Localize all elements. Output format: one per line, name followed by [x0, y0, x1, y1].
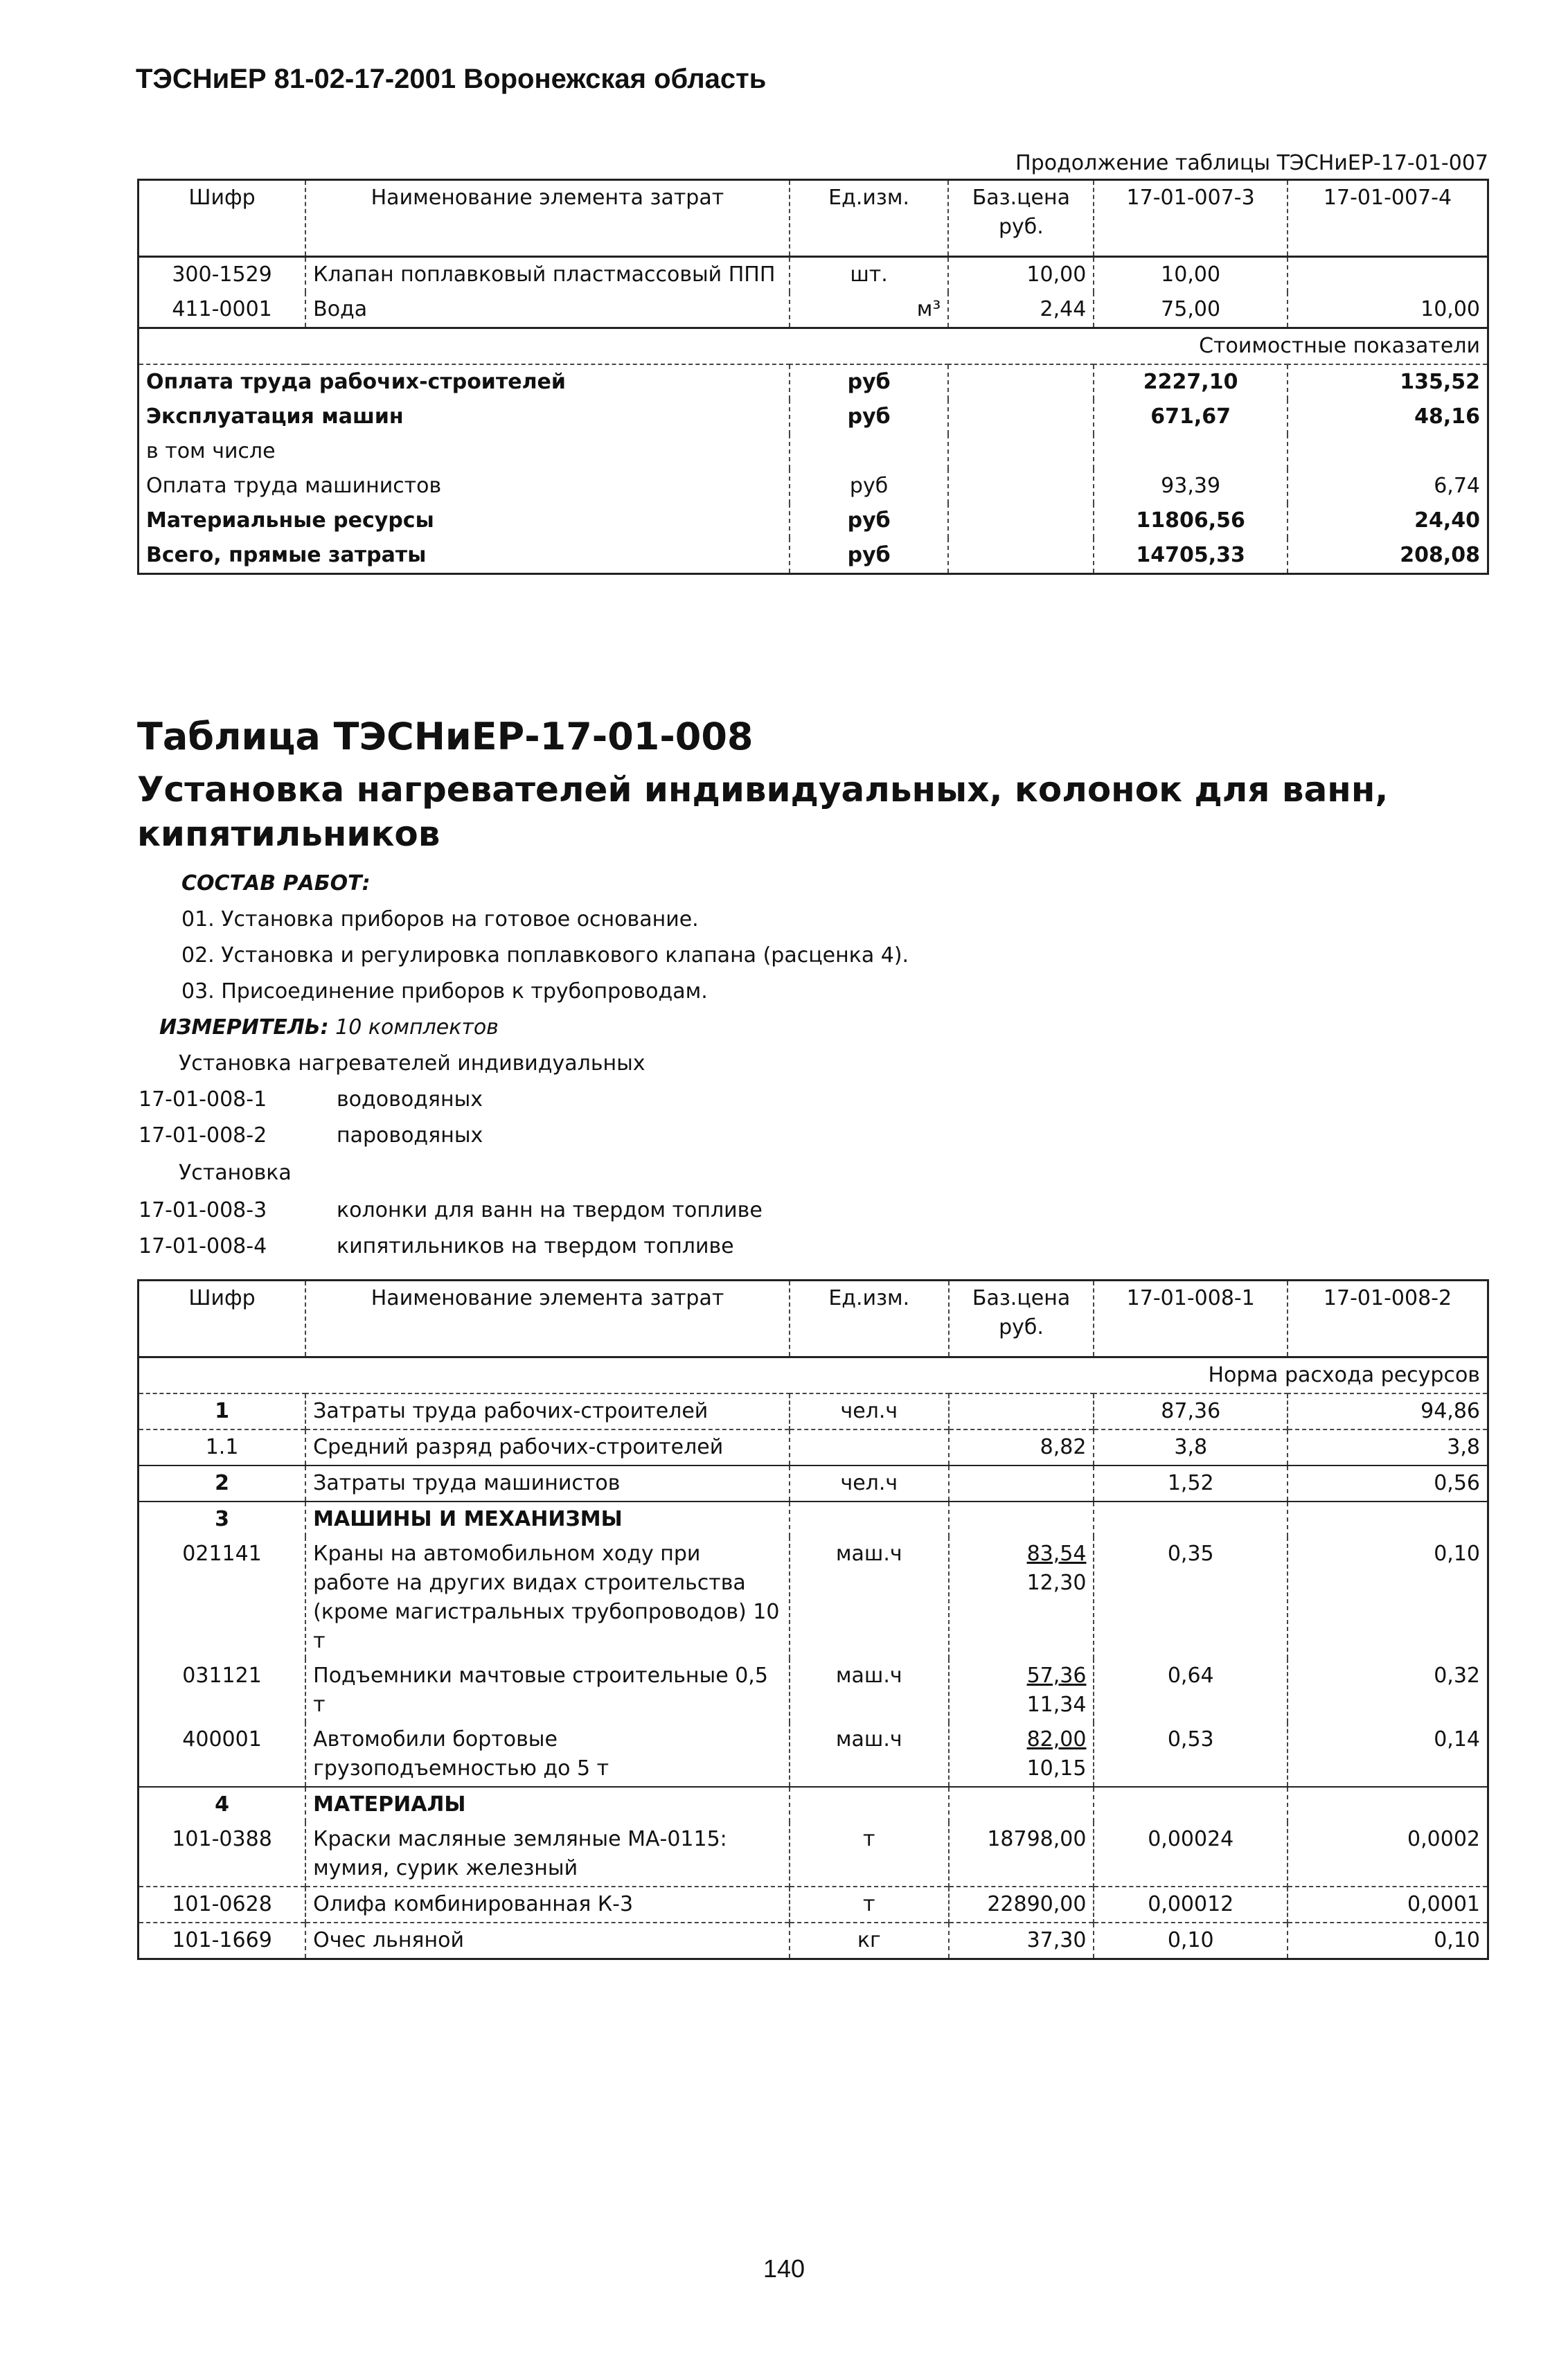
row-price: 18798,00 — [949, 1822, 1094, 1887]
row-value-2: 0,14 — [1288, 1722, 1488, 1787]
row-value-1: 0,00012 — [1094, 1887, 1288, 1923]
row-value-1: 0,10 — [1094, 1923, 1288, 1959]
table-row — [139, 292, 1488, 328]
cost-name: Всего, прямые затраты — [146, 543, 427, 567]
row-code: 101-0388 — [172, 1827, 272, 1851]
row-price: 8,82 — [949, 1429, 1094, 1465]
cost-row — [139, 400, 1488, 434]
row-unit: т — [790, 1887, 949, 1923]
cost-value-2: 208,08 — [1288, 538, 1488, 574]
norm-header: Норма расхода ресурсов — [139, 1357, 1488, 1394]
col-header-name: Наименование элемента затрат — [305, 180, 790, 257]
page-header: ТЭСНиЕР 81-02-17-2001 Воронежская область — [136, 64, 767, 94]
cost-value-1: 11806,56 — [1094, 504, 1288, 538]
row-name: Клапан поплавковый пластмассовый ППП — [305, 257, 790, 293]
group-code: 4 — [139, 1787, 306, 1822]
rate-code: 17-01-008-2 — [139, 1123, 267, 1148]
cost-name: в том числе — [146, 439, 276, 463]
row-price: 2,44 — [948, 292, 1094, 328]
work-item: 01. Установка приборов на готовое основание. — [181, 907, 699, 932]
cost-unit: руб — [790, 469, 949, 504]
resource-table-007 — [137, 179, 1489, 575]
row-code: 300-1529 — [172, 262, 272, 287]
row-value-1: 75,00 — [1094, 292, 1288, 328]
col-header-name: Наименование элемента затрат — [305, 1281, 790, 1357]
cost-name: Материальные ресурсы — [146, 508, 434, 533]
work-item: 02. Установка и регулировка поплавкового клапана (расценка 4). — [181, 943, 909, 968]
cost-value-1: 14705,33 — [1094, 538, 1288, 574]
page-number: 140 — [763, 2254, 805, 2283]
row-code: 1.1 — [139, 1429, 306, 1465]
row-value-1: 0,35 — [1094, 1537, 1288, 1659]
group-row — [139, 1502, 1488, 1537]
row-name: Средний разряд рабочих-строителей — [305, 1429, 790, 1465]
section-header-row — [139, 1357, 1488, 1394]
row-value-2: 0,0002 — [1288, 1822, 1488, 1887]
rate-desc: пароводяных — [337, 1123, 483, 1148]
rate-code: 17-01-008-1 — [139, 1087, 267, 1112]
col-header-rate-1: 17-01-008-1 — [1094, 1281, 1288, 1357]
col-header-code: Шифр — [139, 180, 306, 257]
row-value-1: 87,36 — [1094, 1393, 1288, 1429]
row-code: 2 — [139, 1465, 306, 1502]
meter-value: 10 комплектов — [335, 1015, 499, 1040]
row-price — [949, 1465, 1094, 1502]
row-price: 22890,00 — [949, 1887, 1094, 1923]
rate-desc: колонки для ванн на твердом топливе — [337, 1198, 763, 1222]
cost-value-1 — [1094, 434, 1288, 469]
empty-cell — [948, 538, 1094, 574]
cost-value-1: 2227,10 — [1094, 364, 1288, 400]
row-value-1: 0,64 — [1094, 1659, 1288, 1722]
table-row — [139, 1393, 1488, 1429]
row-value-1: 3,8 — [1094, 1429, 1288, 1465]
table-row — [139, 1465, 1488, 1502]
row-code: 031121 — [182, 1664, 262, 1688]
table-header-row — [139, 180, 1488, 257]
cost-value-2 — [1288, 434, 1488, 469]
row-value-2: 3,8 — [1288, 1429, 1488, 1465]
row-unit: маш.ч — [790, 1722, 949, 1787]
cost-value-2: 135,52 — [1288, 364, 1488, 400]
group-title: МАТЕРИАЛЫ — [305, 1787, 790, 1822]
table-row — [139, 1537, 1488, 1659]
row-name: Подъемники мачтовые строительные 0,5 т — [305, 1659, 790, 1722]
row-code: 1 — [215, 1399, 229, 1423]
price-main: 57,36 — [1026, 1664, 1087, 1688]
group-code: 3 — [139, 1502, 306, 1537]
empty-cell — [948, 364, 1094, 400]
empty-cell — [948, 434, 1094, 469]
table-row — [139, 1887, 1488, 1923]
row-code: 021141 — [182, 1542, 262, 1566]
cost-unit: руб — [790, 364, 949, 400]
cost-value-2: 6,74 — [1288, 469, 1488, 504]
cost-value-1: 93,39 — [1094, 469, 1288, 504]
rate-code: 17-01-008-4 — [139, 1234, 267, 1258]
group-title-2: Установка — [179, 1161, 292, 1185]
row-name: Автомобили бортовые грузоподъемностью до 5 т — [305, 1722, 790, 1787]
row-name: Затраты труда рабочих-строителей — [305, 1393, 790, 1429]
cost-name: Эксплуатация машин — [146, 404, 404, 429]
row-value-2: 0,0001 — [1288, 1887, 1488, 1923]
cost-unit — [790, 434, 949, 469]
row-code: 101-1669 — [139, 1923, 306, 1959]
work-composition-label: СОСТАВ РАБОТ: — [181, 871, 371, 896]
rate-desc: водоводяных — [337, 1087, 483, 1112]
work-composition — [181, 866, 909, 1010]
empty-cell — [948, 400, 1094, 434]
rate-desc: кипятильников на твердом топливе — [337, 1234, 734, 1258]
row-value-2 — [1288, 257, 1488, 293]
table-row — [139, 1659, 1488, 1722]
row-code: 400001 — [182, 1727, 262, 1752]
section-header-row — [139, 328, 1488, 365]
row-name: Вода — [305, 292, 790, 328]
row-price — [949, 1393, 1094, 1429]
table-header-row — [139, 1281, 1488, 1357]
price-main: 82,00 — [1026, 1727, 1087, 1752]
table-row — [139, 1822, 1488, 1887]
rate-code: 17-01-008-3 — [139, 1198, 267, 1222]
row-name: Очес льняной — [305, 1923, 790, 1959]
section-subtitle: Установка нагревателей индивидуальных, колонок для ванн, кипятильников — [137, 769, 1389, 854]
row-name: Затраты труда машинистов — [305, 1465, 790, 1502]
row-unit — [790, 1429, 949, 1465]
cost-unit: руб — [790, 538, 949, 574]
empty-cell — [948, 504, 1094, 538]
table-row — [139, 1923, 1488, 1959]
row-value-1: 0,53 — [1094, 1722, 1288, 1787]
cost-value-2: 24,40 — [1288, 504, 1488, 538]
empty-cell — [948, 469, 1094, 504]
col-header-unit: Ед.изм. — [790, 1281, 949, 1357]
row-unit: м³ — [790, 292, 949, 328]
cost-row — [139, 538, 1488, 574]
cost-row — [139, 469, 1488, 504]
cost-name: Оплата труда рабочих-строителей — [146, 370, 566, 394]
cost-unit: руб — [790, 504, 949, 538]
row-price: 37,30 — [949, 1923, 1094, 1959]
col-header-rate-2: 17-01-008-2 — [1288, 1281, 1488, 1357]
table-row — [139, 1429, 1488, 1465]
meter-line — [159, 1010, 499, 1046]
price-wage: 11,34 — [1026, 1693, 1087, 1717]
row-value-2: 0,10 — [1288, 1537, 1488, 1659]
row-name: Олифа комбинированная К-3 — [305, 1887, 790, 1923]
row-unit: чел.ч — [790, 1393, 949, 1429]
row-value-2: 94,86 — [1288, 1393, 1488, 1429]
cost-row — [139, 504, 1488, 538]
row-value-2: 0,32 — [1288, 1659, 1488, 1722]
group-title: МАШИНЫ И МЕХАНИЗМЫ — [305, 1502, 790, 1537]
col-header-rate-1: 17-01-007-3 — [1094, 180, 1288, 257]
table-continued-caption: Продолжение таблицы ТЭСНиЕР-17-01-007 — [1015, 151, 1488, 175]
resource-table-008 — [137, 1279, 1489, 1960]
row-unit: шт. — [790, 257, 949, 293]
row-unit: кг — [790, 1923, 949, 1959]
row-unit: т — [790, 1822, 949, 1887]
cost-row — [139, 434, 1488, 469]
row-price — [949, 1722, 1094, 1787]
row-value-1: 1,52 — [1094, 1465, 1288, 1502]
price-wage: 10,15 — [1026, 1756, 1087, 1781]
price-wage: 12,30 — [1026, 1571, 1087, 1595]
col-header-price: Баз.цена руб. — [949, 1281, 1094, 1357]
row-code: 411-0001 — [172, 297, 272, 321]
row-unit: чел.ч — [790, 1465, 949, 1502]
price-main: 83,54 — [1026, 1542, 1087, 1566]
row-value-2: 0,56 — [1288, 1465, 1488, 1502]
col-header-unit: Ед.изм. — [790, 180, 949, 257]
row-value-1: 0,00024 — [1094, 1822, 1288, 1887]
cost-row — [139, 364, 1488, 400]
table-row — [139, 1722, 1488, 1787]
col-header-rate-2: 17-01-007-4 — [1288, 180, 1488, 257]
row-name: Краски масляные земляные МА-0115: мумия, сурик железный — [305, 1822, 790, 1887]
row-code: 101-0628 — [139, 1887, 306, 1923]
group-title-1: Установка нагревателей индивидуальных — [179, 1051, 645, 1076]
cost-indicators-header: Стоимостные показатели — [139, 328, 1488, 365]
row-price — [949, 1659, 1094, 1722]
meter-label: ИЗМЕРИТЕЛЬ: — [159, 1015, 329, 1040]
row-price — [949, 1537, 1094, 1659]
row-name: Краны на автомобильном ходу при работе на других видах строительства (кроме магистральных трубопроводов) 10 т — [305, 1537, 790, 1659]
row-value-1: 10,00 — [1094, 257, 1288, 293]
table-row — [139, 257, 1488, 293]
row-unit: маш.ч — [790, 1537, 949, 1659]
row-unit: маш.ч — [790, 1659, 949, 1722]
col-header-code: Шифр — [139, 1281, 306, 1357]
group-row — [139, 1787, 1488, 1822]
row-value-2: 10,00 — [1288, 292, 1488, 328]
row-value-2: 0,10 — [1288, 1923, 1488, 1959]
row-price: 10,00 — [948, 257, 1094, 293]
cost-value-2: 48,16 — [1288, 400, 1488, 434]
col-header-price: Баз.цена руб. — [948, 180, 1094, 257]
cost-unit: руб — [790, 400, 949, 434]
cost-value-1: 671,67 — [1094, 400, 1288, 434]
work-item: 03. Присоединение приборов к трубопроводам. — [181, 979, 708, 1004]
cost-name: Оплата труда машинистов — [146, 474, 442, 498]
section-title: Таблица ТЭСНиЕР-17-01-008 — [137, 715, 754, 758]
